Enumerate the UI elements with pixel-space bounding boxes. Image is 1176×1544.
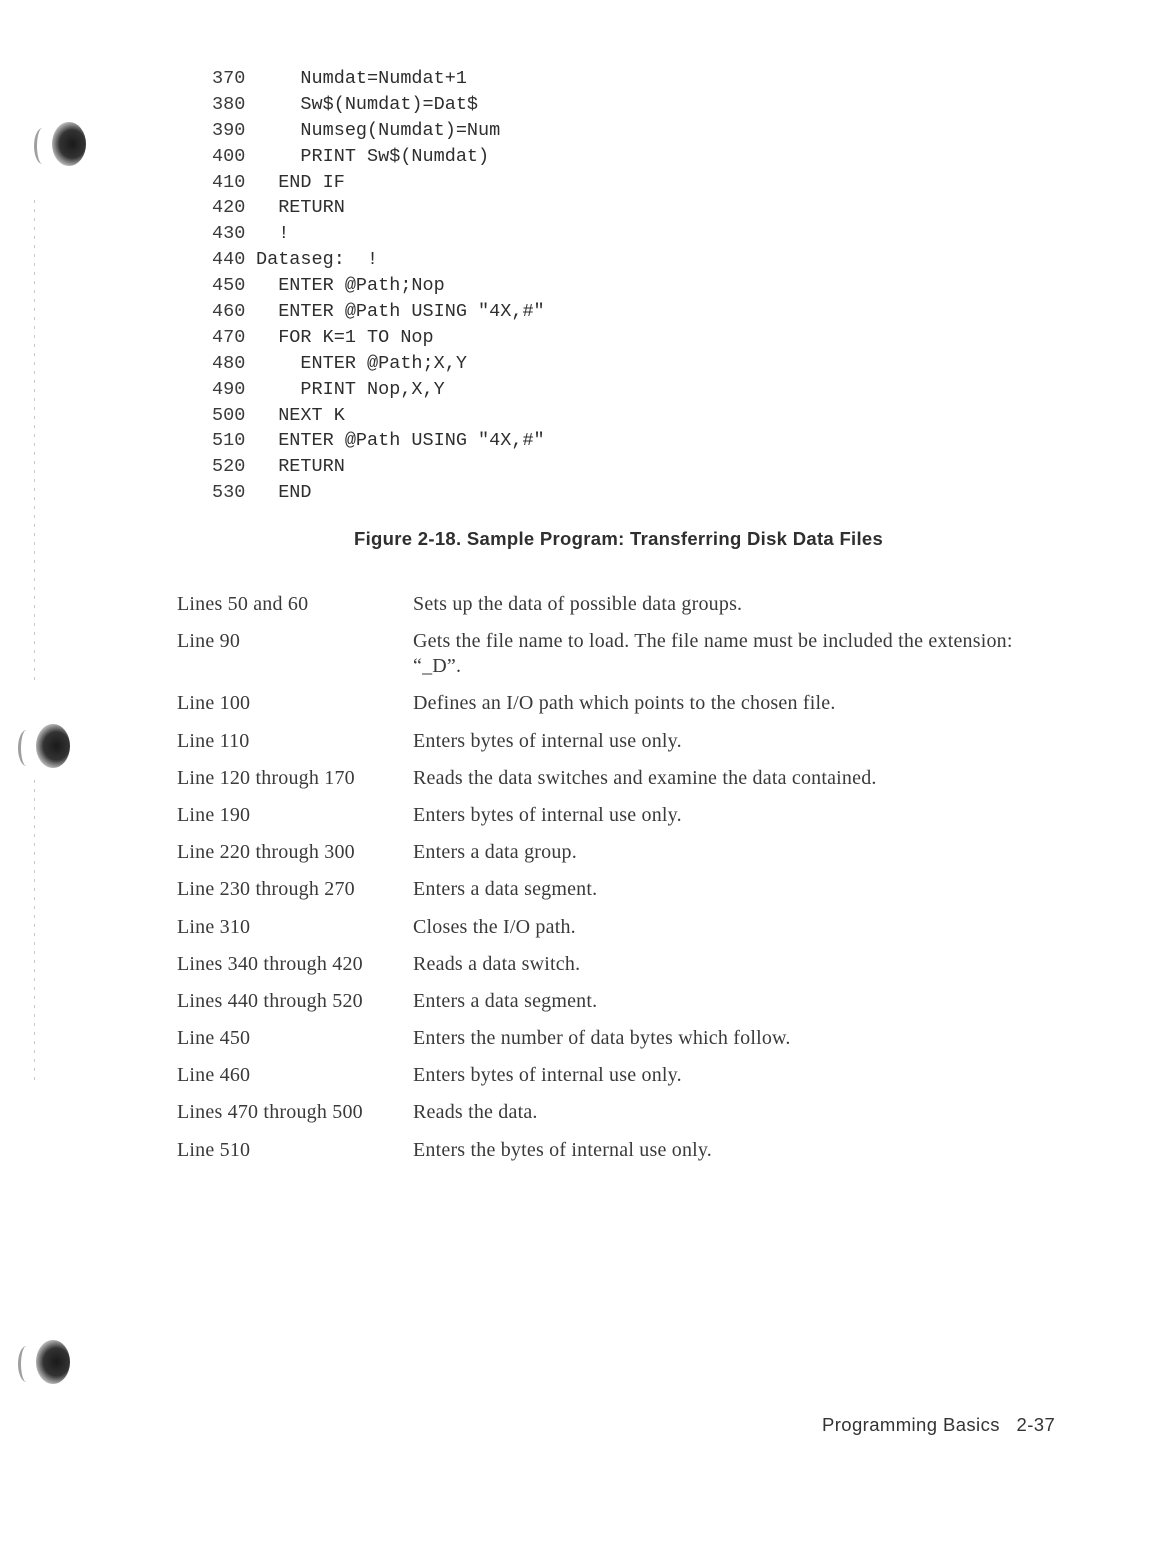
code-line-text: Numseg(Numdat)=Num bbox=[256, 119, 501, 141]
code-line-number: 380 bbox=[212, 93, 246, 115]
description-text: Enters bytes of internal use only. bbox=[413, 729, 682, 752]
code-line-text: Numdat=Numdat+1 bbox=[256, 68, 467, 89]
description-row bbox=[177, 691, 1037, 716]
code-line-text: PRINT Sw$(Numdat) bbox=[256, 145, 490, 167]
description-text: Enters the number of data bytes which follow. bbox=[413, 1027, 791, 1050]
code-line bbox=[212, 299, 545, 325]
description-row bbox=[177, 1138, 1037, 1163]
code-line-text: ENTER @Path;Nop bbox=[256, 275, 445, 297]
code-line-number: 530 bbox=[212, 482, 246, 504]
code-line-number: 410 bbox=[212, 171, 246, 193]
code-line-text: ENTER @Path USING "4X,#" bbox=[256, 430, 545, 452]
code-line-number: 450 bbox=[212, 275, 246, 297]
code-line-text: RETURN bbox=[256, 456, 345, 478]
description-line-range: Line 190 bbox=[177, 803, 251, 826]
description-text: Enters a data segment. bbox=[413, 878, 598, 901]
description-text: Enters the bytes of internal use only. bbox=[413, 1138, 713, 1161]
code-line-text: PRINT Nop,X,Y bbox=[256, 378, 445, 400]
code-line bbox=[212, 377, 545, 403]
description-text: Enters a data segment. bbox=[413, 989, 598, 1012]
description-line-range: Line 310 bbox=[177, 915, 251, 938]
code-line-text: FOR K=1 TO Nop bbox=[256, 326, 434, 348]
description-row bbox=[177, 803, 1037, 828]
description-row bbox=[177, 592, 1037, 617]
description-text: Reads a data switch. bbox=[413, 952, 581, 975]
code-line-text: END bbox=[256, 482, 312, 504]
code-line bbox=[212, 403, 545, 429]
description-line-range: Line 100 bbox=[177, 692, 251, 715]
description-row bbox=[177, 1100, 1037, 1125]
line-description-table bbox=[177, 592, 1037, 1175]
page-edge-mark bbox=[34, 200, 35, 680]
code-line bbox=[212, 195, 545, 221]
binder-hole-bottom bbox=[36, 1340, 70, 1384]
code-line-number: 440 bbox=[212, 249, 246, 271]
code-line-text: NEXT K bbox=[256, 404, 345, 426]
description-line-range: Lines 470 through 500 bbox=[177, 1101, 363, 1124]
description-row bbox=[177, 840, 1037, 865]
code-line-number: 510 bbox=[212, 430, 246, 452]
code-line-number: 480 bbox=[212, 352, 246, 374]
code-line bbox=[212, 351, 545, 377]
description-text: Enters a data group. bbox=[413, 841, 577, 864]
page-edge-mark bbox=[34, 780, 35, 1080]
description-text: Reads the data switches and examine the data contained. bbox=[413, 766, 877, 789]
description-text: Gets the file name to load. The file name must be included the extension: “_D”. bbox=[413, 630, 1013, 678]
code-line-number: 490 bbox=[212, 378, 246, 400]
description-line-range: Line 510 bbox=[177, 1138, 251, 1161]
code-line bbox=[212, 66, 545, 92]
description-row bbox=[177, 989, 1037, 1014]
description-text: Enters bytes of internal use only. bbox=[413, 1064, 682, 1087]
code-line-number: 420 bbox=[212, 197, 246, 219]
description-text: Reads the data. bbox=[413, 1101, 538, 1124]
code-line bbox=[212, 118, 545, 144]
code-line bbox=[212, 325, 545, 351]
code-line-text: Sw$(Numdat)=Dat$ bbox=[256, 93, 479, 115]
code-line-text: ENTER @Path USING "4X,#" bbox=[256, 301, 545, 323]
description-line-range: Line 230 through 270 bbox=[177, 878, 355, 901]
code-line-number: 400 bbox=[212, 145, 246, 167]
code-line-text: ENTER @Path;X,Y bbox=[256, 352, 467, 374]
description-line-range: Lines 340 through 420 bbox=[177, 952, 363, 975]
description-line-range: Line 110 bbox=[177, 729, 250, 752]
description-line-range: Line 120 through 170 bbox=[177, 766, 355, 789]
description-text: Closes the I/O path. bbox=[413, 915, 576, 938]
description-row bbox=[177, 1026, 1037, 1051]
description-line-range: Lines 50 and 60 bbox=[177, 593, 309, 615]
footer-page-number: 2-37 bbox=[1016, 1414, 1056, 1435]
description-row bbox=[177, 877, 1037, 902]
description-text: Sets up the data of possible data groups. bbox=[413, 593, 743, 615]
binder-hole-top bbox=[52, 122, 86, 166]
code-line bbox=[212, 247, 545, 273]
footer-section-title: Programming Basics bbox=[822, 1414, 1000, 1435]
description-row bbox=[177, 729, 1037, 754]
description-line-range: Line 220 through 300 bbox=[177, 841, 355, 864]
description-line-range: Line 460 bbox=[177, 1064, 251, 1087]
description-text: Defines an I/O path which points to the chosen file. bbox=[413, 692, 836, 715]
code-line bbox=[212, 428, 545, 454]
description-row bbox=[177, 1063, 1037, 1088]
description-line-range: Line 450 bbox=[177, 1027, 251, 1050]
code-line-number: 390 bbox=[212, 119, 246, 141]
page-footer bbox=[822, 1414, 1055, 1436]
code-line-text: Dataseg: ! bbox=[256, 249, 379, 271]
code-line bbox=[212, 92, 545, 118]
code-line-number: 470 bbox=[212, 326, 246, 348]
code-line-text: RETURN bbox=[256, 197, 345, 219]
code-line-number: 520 bbox=[212, 456, 246, 478]
description-row bbox=[177, 629, 1037, 679]
code-line bbox=[212, 170, 545, 196]
code-listing bbox=[212, 66, 545, 506]
code-line-number: 500 bbox=[212, 404, 246, 426]
code-line bbox=[212, 480, 545, 506]
code-line bbox=[212, 273, 545, 299]
code-line-text: END IF bbox=[256, 171, 345, 193]
description-row bbox=[177, 952, 1037, 977]
code-line-number: 370 bbox=[212, 68, 246, 89]
description-line-range: Line 90 bbox=[177, 630, 241, 653]
description-row bbox=[177, 766, 1037, 791]
description-line-range: Lines 440 through 520 bbox=[177, 989, 363, 1012]
code-line-text: ! bbox=[256, 223, 290, 245]
code-line bbox=[212, 221, 545, 247]
figure-caption: Figure 2-18. Sample Program: Transferring Disk Data Files bbox=[354, 528, 884, 549]
description-text: Enters bytes of internal use only. bbox=[413, 803, 682, 826]
code-line-number: 430 bbox=[212, 223, 246, 245]
code-line bbox=[212, 144, 545, 170]
binder-hole-middle bbox=[36, 724, 70, 768]
description-row bbox=[177, 915, 1037, 940]
code-line bbox=[212, 454, 545, 480]
code-line-number: 460 bbox=[212, 301, 246, 323]
